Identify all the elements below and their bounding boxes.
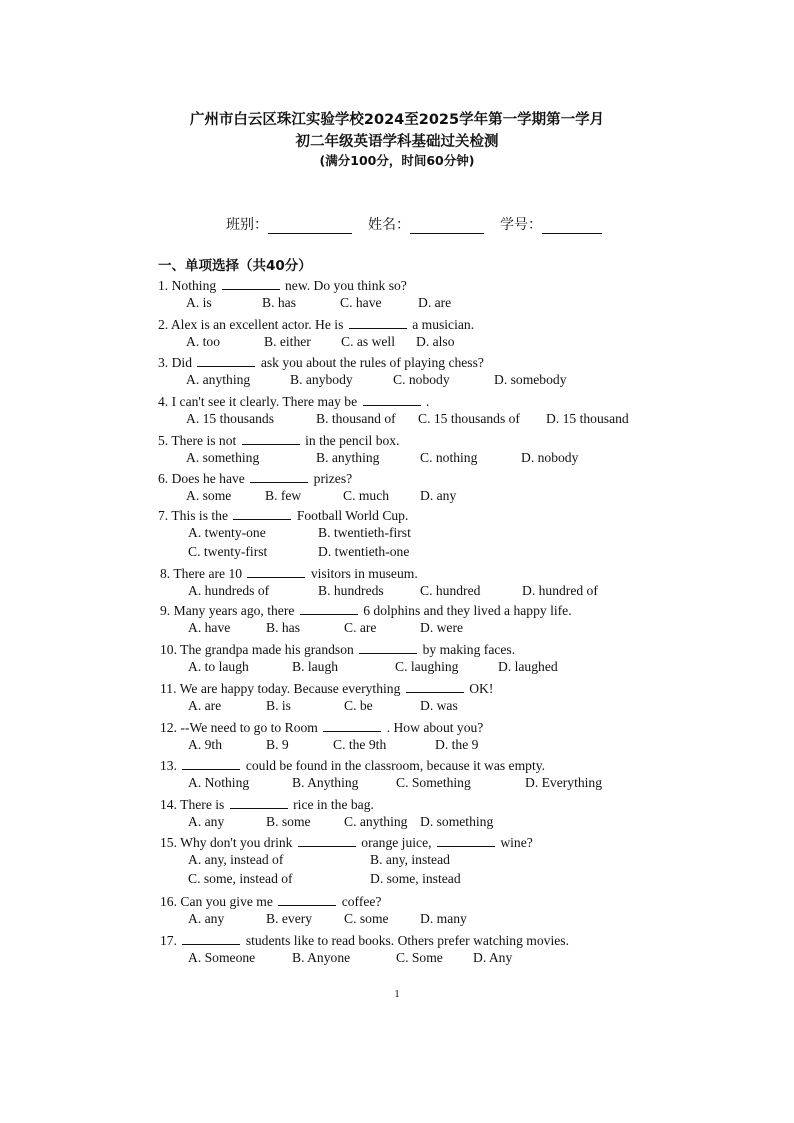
question-number: 7. (158, 508, 169, 523)
question-text: prizes? (313, 471, 353, 486)
option-10-d[interactable]: D. laughed (498, 659, 558, 674)
option-17-a[interactable]: A. Someone (188, 950, 256, 965)
question-number: 1. (158, 278, 169, 293)
option-10-c[interactable]: C. laughing (395, 659, 459, 674)
question-text: Alex is an excellent actor. He is (170, 317, 344, 332)
question-text: orange juice, (361, 835, 432, 850)
question-text: We are happy today. Because everything (179, 681, 401, 696)
option-17-b[interactable]: B. Anyone (292, 950, 351, 965)
answer-blank (247, 565, 305, 578)
option-4-d[interactable]: D. 15 thousand (546, 411, 629, 426)
option-7-a[interactable]: A. twenty-one (188, 525, 266, 540)
option-10-a[interactable]: A. to laugh (188, 659, 249, 674)
question-text: OK! (469, 681, 494, 696)
question-17 (160, 932, 569, 949)
option-15-a[interactable]: A. any, instead of (188, 852, 284, 867)
option-8-a[interactable]: A. hundreds of (188, 583, 270, 598)
option-15-b[interactable]: B. any, instead (370, 852, 450, 867)
answer-blank (197, 354, 255, 367)
option-12-a[interactable]: A. 9th (188, 737, 222, 752)
option-14-b[interactable]: B. some (266, 814, 311, 829)
question-7 (158, 507, 408, 524)
question-text: coffee? (341, 894, 382, 909)
question-text: could be found in the classroom, because it was empty. (245, 758, 546, 773)
question-9 (160, 602, 572, 619)
question-number: 15. (160, 835, 177, 850)
option-6-a[interactable]: A. some (186, 488, 232, 503)
exam-title-line2: 初二年级英语学科基础过关检测 (295, 134, 499, 150)
answer-blank (298, 834, 356, 847)
option-3-d[interactable]: D. somebody (494, 372, 567, 387)
option-17-d[interactable]: D. Any (473, 950, 513, 965)
question-number: 12. (160, 720, 177, 735)
option-13-a[interactable]: A. Nothing (188, 775, 250, 790)
question-text: Nothing (171, 278, 217, 293)
question-5 (158, 432, 400, 449)
option-13-c[interactable]: C. Something (396, 775, 471, 790)
question-text: students like to read books. Others prefer watching movies. (245, 933, 569, 948)
question-number: 14. (160, 797, 177, 812)
question-number: 10. (160, 642, 177, 657)
option-16-c[interactable]: C. some (344, 911, 389, 926)
option-6-d[interactable]: D. any (420, 488, 457, 503)
option-5-c[interactable]: C. nothing (420, 450, 478, 465)
name-label: 姓名： (368, 217, 410, 233)
question-14 (160, 796, 374, 813)
question-text: This is the (171, 508, 228, 523)
option-12-c[interactable]: C. the 9th (333, 737, 387, 752)
question-2 (158, 316, 474, 333)
option-11-c[interactable]: C. be (344, 698, 373, 713)
option-9-d[interactable]: D. were (420, 620, 464, 635)
question-13 (160, 757, 545, 774)
option-9-b[interactable]: B. has (266, 620, 300, 635)
page-number: 1 (394, 988, 400, 1000)
question-number: 17. (160, 933, 177, 948)
question-text: . (425, 394, 430, 409)
question-number: 11. (160, 681, 177, 696)
option-7-d[interactable]: D. twentieth-one (318, 544, 410, 559)
question-text: visitors in museum. (310, 566, 418, 581)
option-5-d[interactable]: D. nobody (521, 450, 579, 465)
question-text: 6 dolphins and they lived a happy life. (363, 603, 572, 618)
question-text: in the pencil box. (305, 433, 400, 448)
question-number: 9. (160, 603, 171, 618)
option-12-d[interactable]: D. the 9 (435, 737, 479, 752)
option-8-c[interactable]: C. hundred (420, 583, 481, 598)
option-7-b[interactable]: B. twentieth-first (318, 525, 411, 540)
name-blank (410, 219, 484, 234)
option-4-a[interactable]: A. 15 thousands (186, 411, 274, 426)
id-blank (542, 219, 602, 234)
option-16-b[interactable]: B. every (266, 911, 313, 926)
option-4-b[interactable]: B. thousand of (316, 411, 396, 426)
option-3-b[interactable]: B. anybody (290, 372, 353, 387)
answer-blank (363, 393, 421, 406)
class-label: 班别： (226, 217, 268, 233)
answer-blank (406, 680, 464, 693)
class-field (226, 214, 352, 234)
question-number: 6. (158, 471, 169, 486)
question-11 (160, 680, 493, 697)
question-text: . How about you? (386, 720, 484, 735)
option-15-c[interactable]: C. some, instead of (188, 871, 293, 886)
option-2-b[interactable]: B. either (264, 334, 311, 349)
answer-blank (349, 316, 407, 329)
question-text: rice in the bag. (293, 797, 374, 812)
option-3-a[interactable]: A. anything (186, 372, 251, 387)
option-14-a[interactable]: A. any (188, 814, 225, 829)
question-text: I can't see it clearly. There may be (171, 394, 358, 409)
option-16-a[interactable]: A. any (188, 911, 225, 926)
question-number: 16. (160, 894, 177, 909)
option-11-d[interactable]: D. was (420, 698, 458, 713)
question-text: The grandpa made his grandson (180, 642, 354, 657)
option-14-c[interactable]: C. anything (344, 814, 408, 829)
name-field (368, 214, 484, 234)
option-11-a[interactable]: A. are (188, 698, 222, 713)
answer-blank (250, 470, 308, 483)
question-text: new. Do you think so? (284, 278, 407, 293)
question-text: a musician. (412, 317, 475, 332)
question-4 (158, 393, 429, 410)
question-text: Football World Cup. (296, 508, 409, 523)
option-16-d[interactable]: D. many (420, 911, 467, 926)
question-1 (158, 277, 407, 294)
answer-blank (182, 757, 240, 770)
class-blank (268, 219, 352, 234)
id-field (500, 214, 602, 234)
option-13-d[interactable]: D. Everything (525, 775, 603, 790)
answer-blank (222, 277, 280, 290)
question-text: Many years ago, there (173, 603, 295, 618)
option-2-d[interactable]: D. also (416, 334, 455, 349)
answer-blank (323, 719, 381, 732)
question-number: 2. (158, 317, 169, 332)
option-8-d[interactable]: D. hundred of (522, 583, 598, 598)
option-14-d[interactable]: D. something (420, 814, 494, 829)
option-1-c[interactable]: C. have (340, 295, 382, 310)
option-4-c[interactable]: C. 15 thousands of (418, 411, 520, 426)
option-7-c[interactable]: C. twenty-first (188, 544, 268, 559)
option-1-d[interactable]: D. are (418, 295, 452, 310)
answer-blank (359, 641, 417, 654)
option-2-a[interactable]: A. too (186, 334, 220, 349)
option-12-b[interactable]: B. 9 (266, 737, 289, 752)
question-6 (158, 470, 352, 487)
question-text: There are 10 (173, 566, 243, 581)
question-16 (160, 893, 381, 910)
question-text: Does he have (171, 471, 245, 486)
answer-blank (278, 893, 336, 906)
option-9-c[interactable]: C. are (344, 620, 377, 635)
answer-blank (300, 602, 358, 615)
option-6-b[interactable]: B. few (265, 488, 302, 503)
question-text: There is (180, 797, 225, 812)
id-label: 学号： (500, 217, 542, 233)
option-10-b[interactable]: B. laugh (292, 659, 339, 674)
answer-blank (437, 834, 495, 847)
answer-blank (242, 432, 300, 445)
question-text: Can you give me (180, 894, 273, 909)
option-1-b[interactable]: B. has (262, 295, 296, 310)
question-text: by making faces. (422, 642, 516, 657)
question-15 (160, 834, 533, 851)
question-10 (160, 641, 515, 658)
question-8 (160, 565, 418, 582)
option-15-d[interactable]: D. some, instead (370, 871, 461, 886)
question-number: 3. (158, 355, 169, 370)
question-number: 4. (158, 394, 169, 409)
question-number: 8. (160, 566, 171, 581)
option-11-b[interactable]: B. is (266, 698, 291, 713)
question-number: 13. (160, 758, 177, 773)
question-text: ask you about the rules of playing chess? (260, 355, 484, 370)
option-3-c[interactable]: C. nobody (393, 372, 450, 387)
question-text: --We need to go to Room (180, 720, 318, 735)
option-9-a[interactable]: A. have (188, 620, 231, 635)
option-13-b[interactable]: B. Anything (292, 775, 359, 790)
option-8-b[interactable]: B. hundreds (318, 583, 384, 598)
option-1-a[interactable]: A. is (186, 295, 212, 310)
question-3 (158, 354, 484, 371)
question-number: 5. (158, 433, 169, 448)
option-6-c[interactable]: C. much (343, 488, 390, 503)
answer-blank (230, 796, 288, 809)
option-17-c[interactable]: C. Some (396, 950, 443, 965)
question-12 (160, 719, 483, 736)
question-text: wine? (500, 835, 533, 850)
answer-blank (233, 507, 291, 520)
exam-score-time: (满分100分，时间60分钟) (319, 153, 475, 168)
option-2-c[interactable]: C. as well (341, 334, 395, 349)
question-text: There is not (171, 433, 237, 448)
option-5-a[interactable]: A. something (186, 450, 260, 465)
question-text: Why don't you drink (180, 835, 293, 850)
option-5-b[interactable]: B. anything (316, 450, 380, 465)
question-text: Did (171, 355, 192, 370)
answer-blank (182, 932, 240, 945)
exam-title-line1: 广州市白云区珠江实验学校2024至2025学年第一学期第一学月 (189, 112, 605, 128)
section-title: 一、单项选择（共40分） (158, 258, 312, 274)
